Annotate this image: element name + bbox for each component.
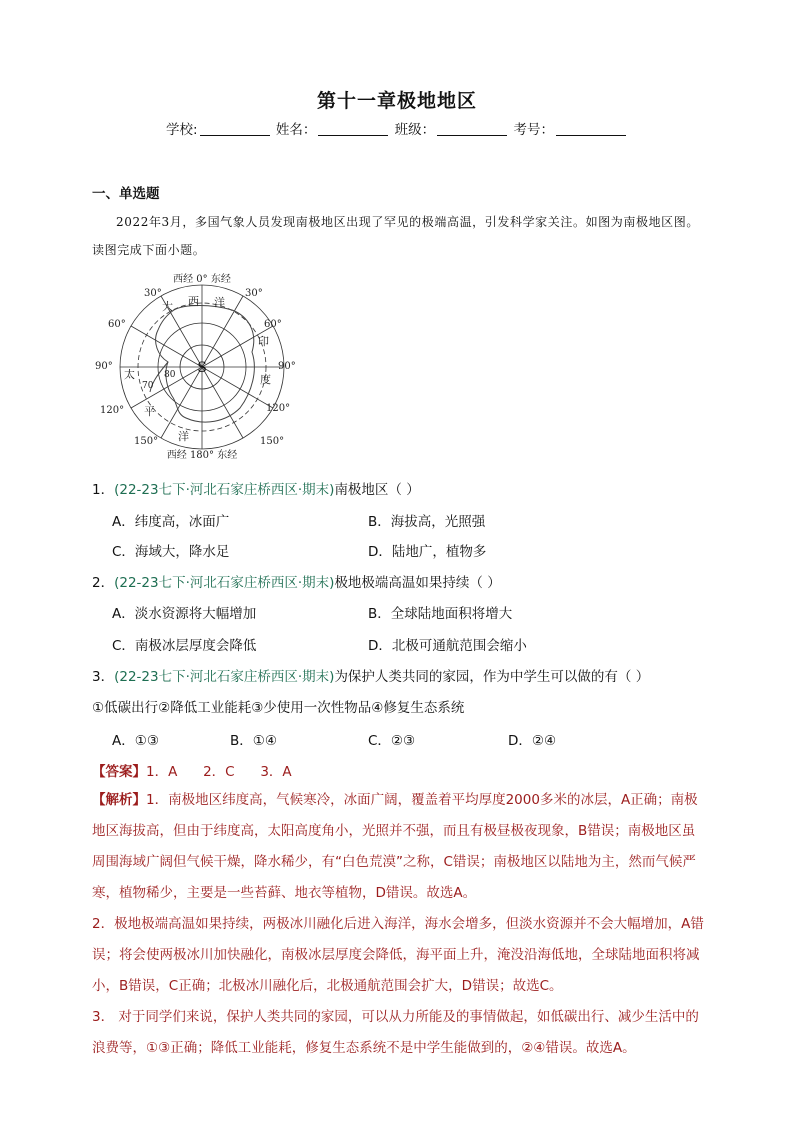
option-d[interactable]: D．②④ (508, 733, 557, 749)
lat-70-label: 70 (142, 381, 154, 391)
south-pole-label: S (197, 360, 207, 376)
school-label: 学校: (166, 122, 198, 138)
answer-label: 【答案】 (92, 764, 146, 780)
ocean-label-yang2: 洋 (178, 430, 189, 443)
class-label: 班级： (394, 122, 436, 138)
option-b[interactable]: B．全球陆地面积将增大 (368, 606, 513, 622)
lat-80-label: 80 (164, 370, 176, 380)
section-title: 一、单选题 (92, 186, 160, 202)
question-2 (92, 571, 501, 591)
option-a[interactable]: A．纬度高，冰面广 (112, 514, 230, 530)
school-blank[interactable] (200, 123, 270, 136)
explanation-2: 2．极地极端高温如果持续，两极冰川融化后进入海洋，海水会增多，但淡水资源并不会大幅增加，A错误；将会使两极冰川加快融化，南极冰层厚度会降低，海平面上升，淹没沿海低地，全球陆地面积将减小，B错误，C正确；北极冰川融化后，北极通航范围会扩大，D错误；故选C。 (92, 916, 704, 994)
answer-line (92, 760, 292, 780)
map-top-label: 西经 0° 东经 (173, 274, 231, 285)
class-blank[interactable] (437, 123, 507, 136)
question-1 (92, 478, 420, 498)
number-label: 考号： (513, 122, 554, 138)
option-c[interactable]: C．②③ (368, 733, 416, 749)
page-title: 第十一章极地地区 (316, 90, 477, 112)
name-label: 姓名： (275, 122, 317, 138)
ocean-label-yin: 印 (258, 335, 269, 348)
lon-30e: 30° (245, 288, 263, 299)
lon-150e: 150° (260, 436, 285, 447)
question-number: 1． (92, 482, 115, 498)
option-a[interactable]: A．①③ (112, 733, 159, 749)
question-stem: 南极地区（ ） (334, 482, 420, 498)
option-a[interactable]: A．淡水资源将大幅增加 (112, 606, 257, 622)
ocean-label-xi: 西 (188, 295, 199, 308)
option-b[interactable]: B．海拔高，光照强 (368, 514, 486, 530)
lon-90w: 90° (95, 361, 113, 372)
ocean-label-yang1: 洋 (214, 296, 225, 309)
explanation-1 (92, 785, 704, 909)
lon-60e: 60° (264, 319, 282, 330)
question-number: 3． (92, 669, 115, 685)
map-bottom-label: 西经 180° 东经 (166, 450, 238, 461)
explanation-3: 3． 对于同学们来说，保护人类共同的家园，可以从力所能及的事情做起，如低碳出行、减少生活中的浪费等，①③正确；降低工业能耗，修复生态系统不是中学生能做到的，②④错误。故选A。 (92, 1009, 699, 1056)
student-info-line (0, 118, 794, 138)
intro-paragraph: 2022年3月，多国气象人员发现南极地区出现了罕见的极端高温，引发科学家关注。如图为南极地区图。读图完成下面小题。 (92, 215, 699, 257)
option-c[interactable]: C．海域大，降水足 (112, 544, 230, 560)
lon-90e: 90° (278, 361, 296, 372)
option-c[interactable]: C．南极冰层厚度会降低 (112, 638, 257, 654)
ocean-label-ping: 平 (144, 405, 155, 418)
lon-120e: 120° (266, 403, 291, 414)
lon-120w: 120° (100, 405, 125, 416)
lon-60w: 60° (108, 319, 126, 330)
antarctica-map (92, 270, 312, 466)
question-source: (22-23七下·河北石家庄桥西区·期末) (114, 482, 335, 498)
ocean-label-tai: 太 (124, 368, 135, 381)
question-3-items: ①低碳出行②降低工业能耗③少使用一次性物品④修复生态系统 (92, 700, 465, 716)
question-source: (22-23七下·河北石家庄桥西区·期末) (114, 575, 335, 591)
question-number: 2． (92, 575, 115, 591)
name-blank[interactable] (318, 123, 388, 136)
lon-30w: 30° (144, 288, 162, 299)
question-stem: 为保护人类共同的家园，作为中学生可以做的有（ ） (334, 669, 650, 685)
ocean-label-da: 大 (162, 300, 173, 313)
number-blank[interactable] (556, 123, 626, 136)
question-source: (22-23七下·河北石家庄桥西区·期末) (114, 669, 335, 685)
ocean-label-du: 度 (260, 373, 271, 386)
answer-text: 1．A 2．C 3．A (146, 764, 292, 780)
question-stem: 极地极端高温如果持续（ ） (334, 575, 501, 591)
option-d[interactable]: D．陆地广，植物多 (368, 544, 487, 560)
question-3 (92, 665, 649, 685)
explanation-label: 【解析】 (92, 792, 146, 808)
lon-150w: 150° (134, 436, 159, 447)
option-d[interactable]: D．北极可通航范围会缩小 (368, 638, 527, 654)
option-b[interactable]: B．①④ (230, 733, 277, 749)
explanation-text: 1．南极地区纬度高，气候寒冷，冰面广阔，覆盖着平均厚度2000多米的冰层，A正确；南极地区海拔高，但由于纬度高，太阳高度角小，光照并不强，而且有极昼极夜现象，B错误；南极地区虽周围海域广阔但气候干燥，降水稀少，有“白色荒漠”之称，C错误；南极地区以陆地为主，然而气候严寒，植物稀少，主要是一些苔藓、地衣等植物，D错误。故选A。 (92, 792, 698, 901)
